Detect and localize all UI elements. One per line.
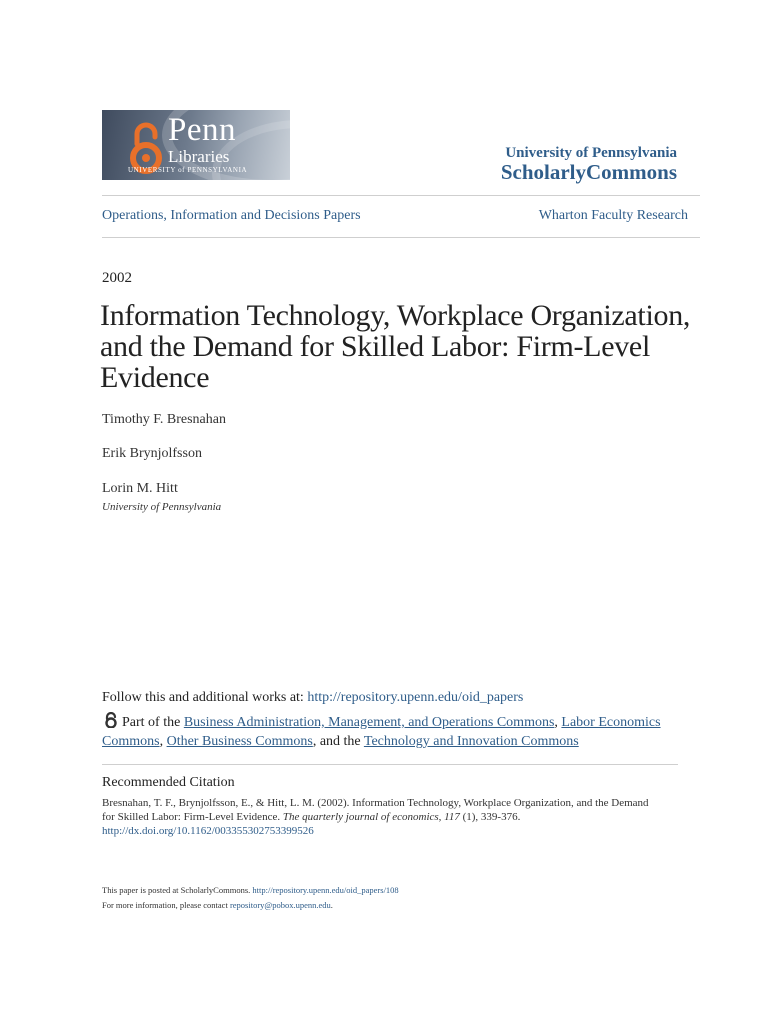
- citation-journal: The quarterly journal of economics, 117: [282, 811, 460, 823]
- posted-line: [102, 885, 399, 895]
- author-affiliation: University of Pennsylvania: [102, 501, 222, 513]
- part-of-separator: ,: [159, 734, 167, 749]
- commons-link-other-business[interactable]: Other Business Commons: [166, 734, 313, 749]
- part-of-separator: , and the: [312, 734, 364, 749]
- repository-name[interactable]: ScholarlyCommons: [500, 160, 677, 184]
- contact-email-link[interactable]: repository@pobox.upenn.edu: [229, 900, 331, 910]
- commons-link-labor[interactable]: Labor Economics Commons: [102, 715, 661, 749]
- paper-title: Information Technology, Workplace Organization, and the Demand for Skilled Labor: Firm-Level Evidence: [100, 299, 691, 394]
- contact-prefix: For more information, please contact: [102, 900, 230, 910]
- citation-body: Bresnahan, T. F., Brynjolfsson, E., & Hitt, L. M. (2002). Information Technology, Workplace Organization, and the Demand for Skilled Labor: Firm-Level Evidence.: [102, 797, 649, 823]
- citation-doi-link[interactable]: http://dx.doi.org/10.1162/003355302753399526: [102, 825, 314, 837]
- commons-link-technology[interactable]: Technology and Innovation Commons: [363, 734, 579, 749]
- logo-libraries-text: Libraries: [168, 147, 230, 166]
- part-of-line: [102, 712, 702, 751]
- citation-divider: [102, 764, 678, 765]
- citation-text: [102, 796, 662, 838]
- creative-commons-icon: [102, 712, 120, 728]
- follow-url-link[interactable]: http://repository.upenn.edu/oid_papers: [307, 690, 524, 705]
- citation-pages: (1), 339-376.: [459, 811, 521, 823]
- logo-university-text: UNIVERSITY of PENNSYLVANIA: [128, 166, 248, 174]
- citation-heading: Recommended Citation: [102, 775, 235, 790]
- part-of-prefix: Part of the: [122, 715, 184, 730]
- posted-url-link[interactable]: http://repository.upenn.edu/oid_papers/108: [252, 885, 399, 895]
- author-name: Lorin M. Hitt: [102, 481, 178, 496]
- publication-year: 2002: [102, 270, 132, 286]
- collection-link[interactable]: Wharton Faculty Research: [538, 208, 688, 223]
- penn-libraries-logo[interactable]: [102, 110, 290, 180]
- follow-prefix: Follow this and additional works at:: [102, 690, 308, 705]
- commons-link-business[interactable]: Business Administration, Management, and Operations Commons: [183, 715, 555, 730]
- posted-prefix: This paper is posted at ScholarlyCommons.: [102, 885, 253, 895]
- part-of-separator: ,: [554, 715, 562, 730]
- series-link[interactable]: Operations, Information and Decisions Papers: [102, 208, 361, 223]
- header-divider: [102, 195, 700, 196]
- logo-penn-text: Penn: [168, 112, 236, 148]
- contact-line: [102, 900, 333, 910]
- author-name: Erik Brynjolfsson: [102, 446, 202, 461]
- follow-line: [102, 690, 523, 706]
- author-name: Timothy F. Bresnahan: [102, 412, 226, 427]
- contact-suffix: .: [330, 900, 333, 910]
- nav-divider: [102, 237, 700, 238]
- university-name[interactable]: University of Pennsylvania: [505, 145, 677, 161]
